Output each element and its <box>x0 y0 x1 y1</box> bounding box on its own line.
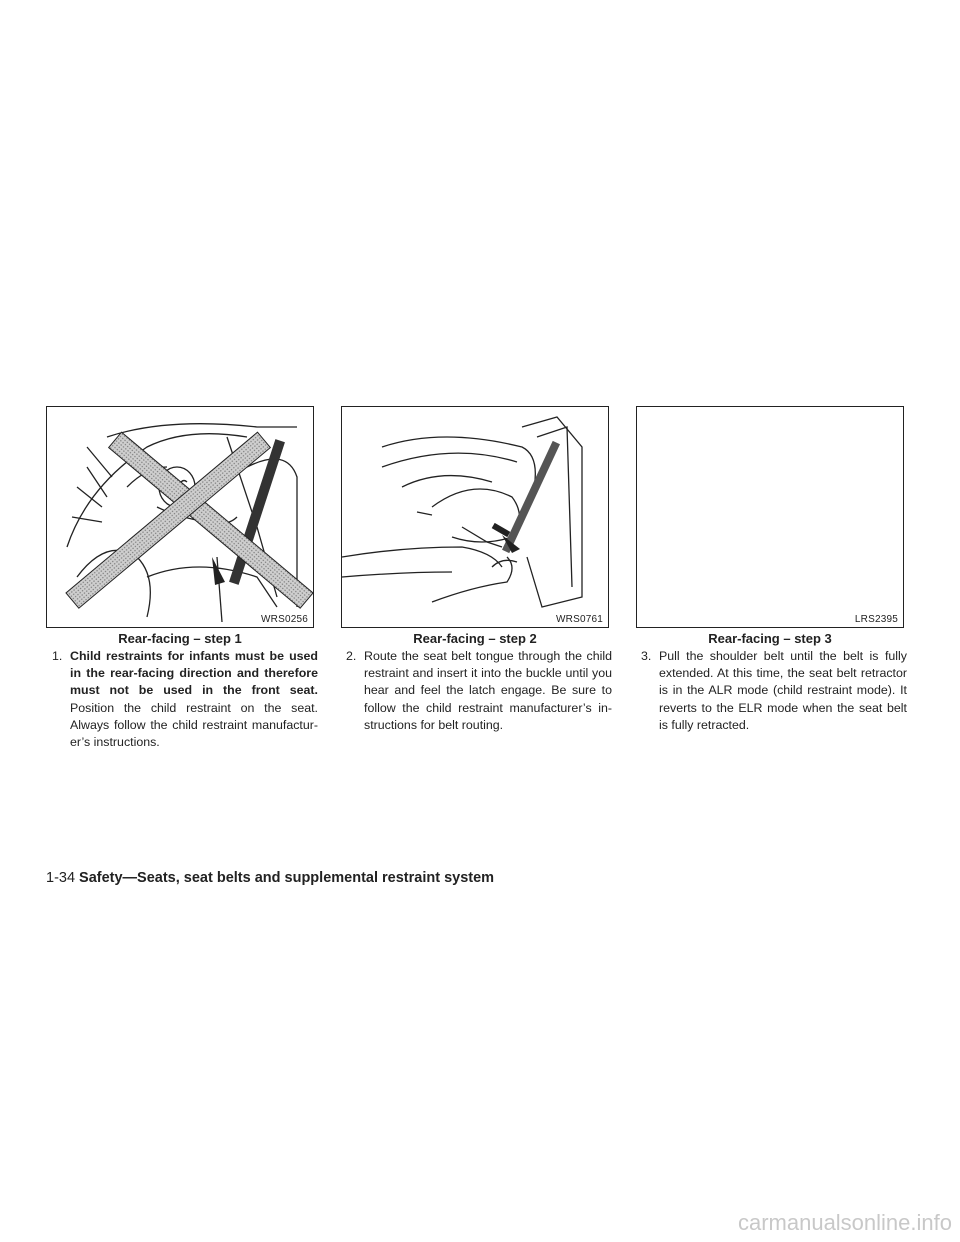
page-footer <box>46 870 494 886</box>
step-warning: Child restraints for infants must be used in the rear-facing direction and therefore must not be used in the front seat. <box>70 649 318 698</box>
step-text <box>52 648 318 751</box>
step-number: 1. <box>52 649 63 663</box>
section-title: Safety—Seats, seat belts and supplemental restraint system <box>79 870 495 886</box>
figure-1-illustration <box>47 407 314 628</box>
figure-code: WRS0256 <box>261 614 308 625</box>
figure-2 <box>341 406 609 628</box>
step-1 <box>52 648 318 751</box>
step-text: Route the seat belt tongue through the child restraint and insert it into the buckle until you hear and feel the latch engage. Be sure to follow the child restraint manufacturer’s in-structions for belt routing. <box>364 649 612 732</box>
figure-code: WRS0761 <box>556 614 603 625</box>
page-number: 1-34 <box>46 870 76 886</box>
step-body: Position the child restraint on the seat. Always follow the child restraint manufactur-er’s instructions. <box>70 700 318 750</box>
figure-2-caption: Rear-facing – step 2 <box>413 631 537 646</box>
figure-3-caption: Rear-facing – step 3 <box>708 631 832 646</box>
step-text: Pull the shoulder belt until the belt is fully extended. At this time, the seat belt retractor is in the ALR mode (child restraint mode). It reverts to the ELR mode when the seat belt is fully retracted. <box>659 649 907 732</box>
step-number: 2. <box>346 649 357 663</box>
step-2 <box>346 648 612 734</box>
step-3 <box>641 648 907 734</box>
step-number: 3. <box>641 649 652 663</box>
watermark: carmanualsonline.info <box>737 1210 952 1235</box>
figure-1 <box>46 406 314 628</box>
figure-1-caption: Rear-facing – step 1 <box>118 631 242 646</box>
figure-2-illustration <box>342 407 609 628</box>
figure-3 <box>636 406 904 628</box>
figure-code: LRS2395 <box>854 614 898 625</box>
